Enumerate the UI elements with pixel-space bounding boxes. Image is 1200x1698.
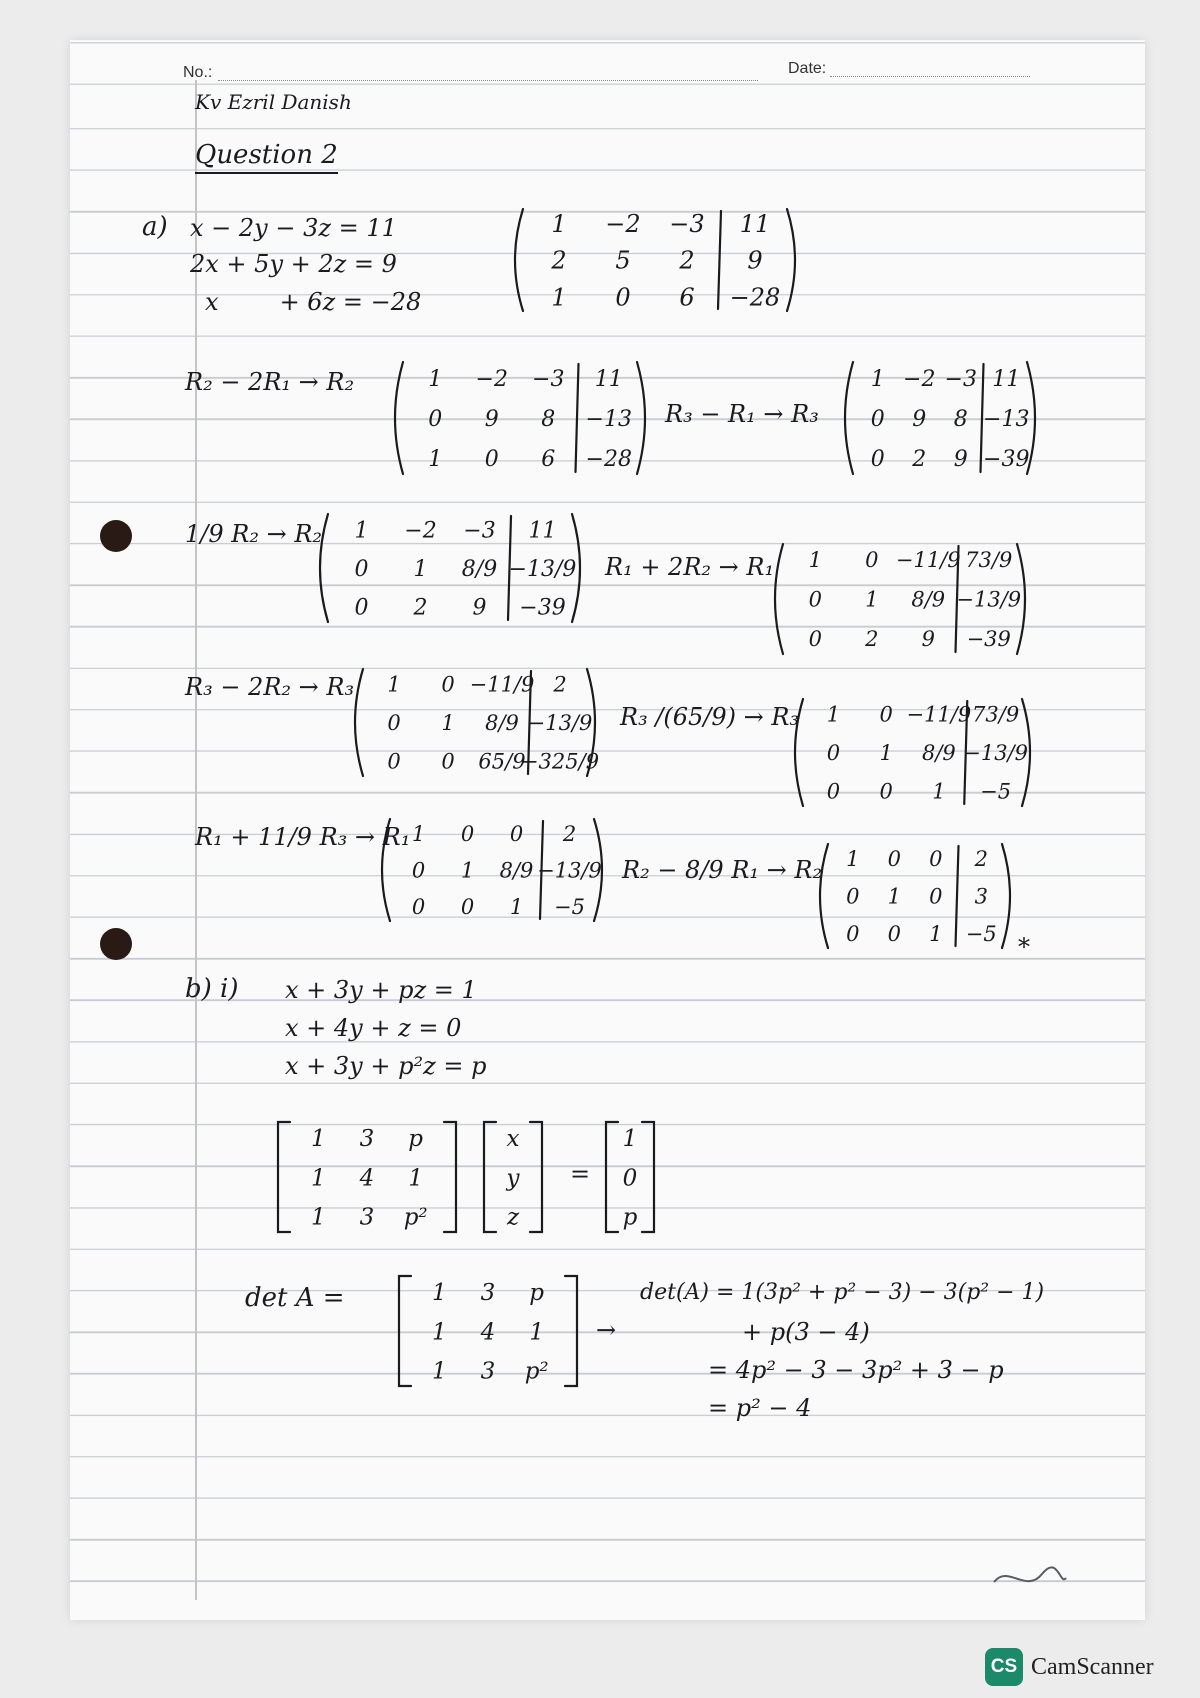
matrix-cell: 9 <box>921 626 935 651</box>
arrow: → <box>596 1316 617 1344</box>
matrix-cell: 9 <box>747 246 763 275</box>
left-paren <box>382 819 390 921</box>
matrix-cell: 0 <box>622 1165 638 1192</box>
question-title-text: Question 2 <box>195 140 338 174</box>
det-label: det A = <box>245 1283 345 1313</box>
matrix-cell: 8 <box>541 406 556 432</box>
right-paren <box>637 362 645 474</box>
matrix-cell: 2 <box>679 246 695 275</box>
matrix-cell: 0 <box>826 779 841 804</box>
question-title <box>195 142 338 168</box>
matrix-cell: 9 <box>472 595 487 621</box>
matrix-cell: 11 <box>739 209 771 238</box>
vector-b-svg <box>600 1118 660 1236</box>
matrix-cell: 1 <box>311 1204 326 1231</box>
matrix-cell: 3 <box>359 1125 375 1152</box>
no-label: No.: <box>183 64 213 81</box>
matrix-cell: 1 <box>432 1319 447 1346</box>
matrix-cell: z <box>506 1204 520 1231</box>
matrix-cell: 1 <box>551 283 567 312</box>
op-step5: R₃ − 2R₂ → R₃ <box>185 673 355 701</box>
matrix-cell: 8/9 <box>499 858 534 883</box>
left-bracket <box>484 1122 496 1232</box>
equation-a2: 2x + 5y + 2z = 9 <box>190 250 397 278</box>
right-paren <box>787 209 795 311</box>
matrix-cell: 0 <box>808 587 822 612</box>
right-bracket <box>530 1122 542 1232</box>
camscanner-logo <box>985 1648 1154 1686</box>
matrix-cell: −13/9 <box>956 587 1022 612</box>
left-bracket <box>399 1276 411 1386</box>
matrix-cell: −13/9 <box>537 858 602 883</box>
matrix-cell: 1 <box>411 821 426 846</box>
matrix-cell: 0 <box>879 779 893 804</box>
matrix-cell: 1 <box>428 446 443 472</box>
camscanner-icon: CS <box>985 1648 1023 1686</box>
matrix-cell: 1 <box>622 1125 638 1152</box>
date-field <box>830 76 1030 77</box>
matrix-cell: 0 <box>615 283 631 312</box>
right-bracket <box>444 1122 456 1232</box>
matrix-cell: p <box>408 1125 424 1152</box>
matrix-cell: 1 <box>387 672 401 697</box>
matrix-cell: 11 <box>992 366 1021 392</box>
equation-b3: x + 3y + p²z = p <box>285 1052 487 1080</box>
left-bracket <box>278 1122 290 1232</box>
augment-line <box>718 211 721 309</box>
matrix-cell: −325/9 <box>520 749 600 774</box>
op-step6: R₃ /(65/9) → R₃ <box>620 703 800 731</box>
matrix-cell: 1 <box>460 858 475 883</box>
equation-a3: x + 6z = −28 <box>205 288 422 316</box>
matrix-cell: 2 <box>562 821 577 846</box>
augment-line <box>956 846 959 946</box>
left-paren <box>775 544 783 654</box>
equation-a1: x − 2y − 3z = 11 <box>190 214 397 242</box>
left-paren <box>355 669 363 776</box>
matrix-cell: 4 <box>480 1319 496 1346</box>
matrix-cell: −13/9 <box>527 711 593 736</box>
matrix-cell: 3 <box>480 1358 496 1385</box>
matrix-cell: 73/9 <box>972 702 1020 727</box>
matrix-cell: 0 <box>411 895 426 920</box>
matrix-cell: 4 <box>359 1165 375 1192</box>
right-bracket <box>642 1122 654 1232</box>
right-paren <box>1002 844 1010 948</box>
no-field <box>218 80 758 81</box>
op-step7: R₁ + 11/9 R₃ → R₁ <box>195 823 411 851</box>
matrix-cell: 1 <box>311 1125 326 1152</box>
matrix-cell: p <box>622 1204 638 1231</box>
matrix-cell: p² <box>403 1204 428 1231</box>
matrix-cell: 1 <box>887 884 901 909</box>
matrix-cell: −11/9 <box>469 672 535 697</box>
signature-scribble <box>990 1560 1070 1600</box>
part-a-label: a) <box>142 212 168 242</box>
matrix-cell: −5 <box>554 895 585 920</box>
matrix-cell: 1 <box>311 1165 326 1192</box>
matrix-cell: 3 <box>359 1204 375 1231</box>
matrix-cell: 0 <box>826 741 841 766</box>
matrix-cell: 0 <box>887 921 901 946</box>
matrix-cell: 0 <box>441 672 455 697</box>
matrix-cell: 2 <box>413 595 428 621</box>
left-paren <box>845 362 853 474</box>
matrix-cell: 2 <box>974 847 988 872</box>
matrix-cell: 0 <box>887 847 901 872</box>
op-step3: 1/9 R₂ → R₂ <box>185 520 323 548</box>
matrix-cell: 8/9 <box>461 556 498 582</box>
matrix-cell: 0 <box>411 858 426 883</box>
matrix-cell: 0 <box>929 847 943 872</box>
matrix-cell: 6 <box>679 283 695 312</box>
matrix-cell: 65/9 <box>478 749 526 774</box>
matrix-cell: −2 <box>404 518 437 544</box>
matrix-cell: 0 <box>460 821 475 846</box>
matrix-cell: 1 <box>929 921 943 946</box>
matrix-step5-svg <box>345 665 605 780</box>
left-paren <box>795 699 803 806</box>
matrix-cell: 0 <box>509 821 524 846</box>
matrix-cell: −11/9 <box>906 702 972 727</box>
matrix-cell: 3 <box>974 884 988 909</box>
matrix-step7-svg <box>372 815 612 925</box>
matrix-cell: −13/9 <box>963 741 1029 766</box>
matrix-cell: −39 <box>966 626 1011 651</box>
matrix-cell: 8/9 <box>921 741 956 766</box>
matrix-cell: 0 <box>879 702 893 727</box>
matrix-cell: 0 <box>870 406 885 432</box>
matrix-cell: 0 <box>354 556 369 582</box>
matrix-cell: −2 <box>475 366 508 392</box>
punch-hole-bottom <box>100 928 132 960</box>
matrix-cell: −5 <box>965 921 997 946</box>
matrix-cell: 9 <box>484 406 499 432</box>
left-paren <box>820 844 828 948</box>
matrix-cell: 1 <box>509 895 524 920</box>
matrix-cell: 2 <box>865 626 879 651</box>
matrix-cell: −13 <box>983 406 1030 432</box>
matrix-cell: p² <box>524 1358 549 1385</box>
matrix-cell: 1 <box>441 711 455 736</box>
op-step4: R₁ + 2R₂ → R₁ <box>605 553 775 581</box>
matrix-cell: 1 <box>879 741 893 766</box>
matrix-step1-svg <box>385 358 655 478</box>
matrix-cell: −28 <box>729 283 781 312</box>
matrix-cell: 1 <box>408 1165 423 1192</box>
right-bracket <box>565 1276 577 1386</box>
matrix-cell: 6 <box>541 446 556 472</box>
det-line-1: det(A) = 1(3p² + p² − 3) − 3(p² − 1) <box>640 1280 1045 1305</box>
matrix-cell: 0 <box>460 895 475 920</box>
det-line-2: + p(3 − 4) <box>742 1318 870 1346</box>
matrix-cell: y <box>506 1165 520 1192</box>
matrix-cell: −3 <box>463 518 496 544</box>
matrix-step4-svg <box>765 540 1035 658</box>
left-paren <box>515 209 523 311</box>
matrix-cell: 0 <box>428 406 443 432</box>
final-mark: * <box>1018 933 1030 961</box>
author-name: Kv Ezril Danish <box>195 90 352 114</box>
equation-b1: x + 3y + pz = 1 <box>285 976 477 1004</box>
matrix-cell: 9 <box>953 446 968 472</box>
matrix-cell: −13 <box>585 406 632 432</box>
matrix-cell: 1 <box>865 587 879 612</box>
matrix-cell: 1 <box>551 209 567 238</box>
matrix-cell: 9 <box>912 406 927 432</box>
matrix-cell: 2 <box>912 446 927 472</box>
part-b-label: b) i) <box>185 974 239 1004</box>
matrix-cell: 0 <box>808 626 822 651</box>
matrix-cell: −3 <box>669 209 705 238</box>
left-paren <box>320 514 328 622</box>
matrix-step3-svg <box>310 510 590 626</box>
det-line-3: = 4p² − 3 − 3p² + 3 − p <box>708 1356 1004 1384</box>
matrix-cell: 0 <box>484 446 499 472</box>
op-step2: R₃ − R₁ → R₃ <box>665 400 819 428</box>
matrix-cell: p <box>529 1279 545 1306</box>
matrix-cell: 0 <box>846 921 860 946</box>
left-bracket <box>606 1122 618 1232</box>
matrix-cell: 1 <box>428 366 443 392</box>
matrix-cell: 11 <box>594 366 623 392</box>
matrix-cell: 2 <box>551 246 567 275</box>
matrix-cell: −3 <box>944 366 977 392</box>
matrix-cell: 11 <box>528 518 557 544</box>
matrix-cell: 0 <box>387 749 401 774</box>
matrix-cell: 1 <box>808 548 822 573</box>
matrix-cell: 0 <box>354 595 369 621</box>
matrix-cell: 8/9 <box>911 587 946 612</box>
matrix-cell: x <box>506 1125 520 1152</box>
det-line-4: = p² − 4 <box>708 1394 812 1422</box>
matrix-cell: 1 <box>529 1319 544 1346</box>
matrix-cell: 8/9 <box>485 711 519 736</box>
camscanner-brand: CamScanner <box>1031 1653 1154 1680</box>
matrix-A-svg <box>272 1118 462 1236</box>
matrix-cell: 3 <box>480 1279 496 1306</box>
matrix-step8-svg <box>810 840 1020 952</box>
vector-x-svg <box>478 1118 548 1236</box>
matrix-cell: −28 <box>585 446 632 472</box>
matrix-cell: −11/9 <box>895 548 961 573</box>
punch-hole-top <box>100 520 132 552</box>
matrix-cell: −39 <box>519 595 566 621</box>
matrix-step6-svg <box>785 695 1040 810</box>
matrix-cell: 1 <box>932 779 946 804</box>
matrix-cell: 0 <box>441 749 455 774</box>
matrix-cell: −2 <box>903 366 936 392</box>
augment-line <box>576 364 579 472</box>
date-label: Date: <box>788 60 827 77</box>
matrix-cell: 0 <box>865 548 879 573</box>
matrix-cell: 0 <box>870 446 885 472</box>
equation-b2: x + 4y + z = 0 <box>285 1014 462 1042</box>
matrix-cell: 8 <box>953 406 968 432</box>
matrix-cell: 73/9 <box>965 548 1013 573</box>
matrix-cell: −2 <box>605 209 641 238</box>
op-step8: R₂ − 8/9 R₁ → R₂ <box>622 856 823 884</box>
matrix-initial-svg <box>505 205 805 315</box>
matrix-cell: −5 <box>980 779 1012 804</box>
matrix-cell: −3 <box>532 366 565 392</box>
matrix-cell: 1 <box>413 556 428 582</box>
left-paren <box>395 362 403 474</box>
matrix-det-svg <box>393 1272 583 1390</box>
matrix-cell: 0 <box>387 711 401 736</box>
matrix-cell: 0 <box>929 884 943 909</box>
matrix-cell: 1 <box>870 366 885 392</box>
matrix-cell: −13/9 <box>508 556 577 582</box>
matrix-step2-svg <box>835 358 1045 478</box>
matrix-cell: 1 <box>432 1279 447 1306</box>
matrix-cell: −39 <box>983 446 1030 472</box>
matrix-cell: 1 <box>846 847 860 872</box>
equals-sign: = <box>570 1160 591 1188</box>
op-step1: R₂ − 2R₁ → R₂ <box>185 368 355 396</box>
matrix-cell: 5 <box>615 246 631 275</box>
matrix-cell: 1 <box>354 518 369 544</box>
matrix-cell: 1 <box>432 1358 447 1385</box>
matrix-cell: 0 <box>846 884 860 909</box>
matrix-cell: 2 <box>553 672 567 697</box>
matrix-cell: 1 <box>826 702 841 727</box>
